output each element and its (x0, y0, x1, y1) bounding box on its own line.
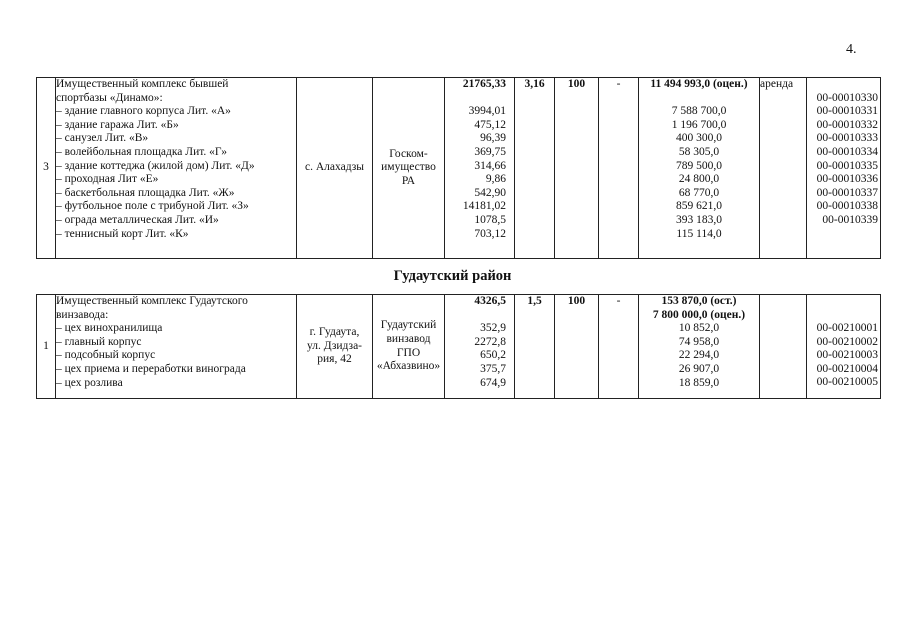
property-name-line: – здание коттеджа (жилой дом) Лит. «Д» (56, 159, 255, 172)
value-total: 11 494 993,0 (оцен.) (650, 78, 748, 90)
inventory-code: 00-00010337 (816, 186, 878, 199)
cost-value: 859 621,0 (676, 200, 722, 213)
value-total-estimated: 7 800 000,0 (оцен.) (652, 308, 746, 321)
property-name-line: – подсобный корпус (56, 349, 156, 362)
inventory-code: 00-00010332 (816, 118, 878, 131)
area-value: 1078,5 (474, 213, 506, 226)
property-name-line: – теннисный корт Лит. «К» (56, 227, 189, 240)
cost-value: 393 183,0 (676, 213, 722, 226)
property-codes (807, 295, 881, 399)
area-value (445, 92, 514, 106)
column-6-value: 100 (555, 295, 599, 399)
inventory-code: 00-00010335 (816, 159, 878, 172)
area-value: 369,75 (474, 145, 506, 158)
inventory-code: 00-00210001 (816, 322, 878, 334)
area-value: 14181,02 (462, 200, 506, 213)
area-value: 9,86 (485, 173, 506, 186)
property-table-gudauta (36, 294, 881, 399)
property-location: г. Гудаута, ул. Дзидза- рия, 42 (297, 295, 373, 399)
property-name-line: – цех розлива (56, 376, 123, 389)
cost-value: 115 114,0 (676, 227, 722, 240)
property-name-line: – здание гаража Лит. «Б» (56, 118, 179, 131)
cost-value: 24 800,0 (678, 173, 720, 186)
inventory-code (807, 78, 880, 92)
area-total: 4326,5 (474, 295, 506, 307)
property-names (56, 295, 297, 399)
inventory-code: 00-00010333 (816, 132, 878, 145)
cost-value: 74 958,0 (678, 335, 720, 348)
property-name-line: Имущественный комплекс Гудаутского (56, 295, 248, 307)
area-value: 674,9 (480, 376, 506, 389)
cost-value: 789 500,0 (676, 159, 722, 172)
inventory-code: 00-00010330 (816, 91, 878, 104)
cost-value: 10 852,0 (678, 322, 720, 335)
area-value: 542,90 (474, 186, 506, 199)
column-5-value: 1,5 (515, 295, 555, 399)
row-index: 1 (37, 295, 56, 399)
property-owner: Госком- имущество РА (373, 78, 445, 259)
property-status (760, 295, 807, 399)
inventory-code: 00-00210003 (816, 349, 878, 362)
property-values (639, 295, 760, 399)
column-7-value: - (599, 78, 639, 259)
property-codes (807, 78, 881, 259)
cost-value: 7 588 700,0 (671, 105, 727, 118)
property-values (639, 78, 760, 259)
property-areas (445, 295, 515, 399)
property-name-line: – проходная Лит «Е» (56, 173, 159, 186)
cost-value: 400 300,0 (676, 132, 722, 145)
inventory-code: 00-00210004 (816, 362, 878, 375)
property-name-line: – цех винохранилища (56, 322, 163, 335)
property-name-line: – баскетбольная площадка Лит. «Ж» (56, 186, 235, 199)
cost-value (639, 92, 759, 106)
inventory-code: 00-00010336 (816, 173, 878, 186)
page-number: 4. (846, 42, 857, 57)
row-index: 3 (37, 78, 56, 259)
inventory-code: 00-0010339 (822, 213, 878, 226)
area-value: 375,7 (480, 362, 506, 375)
property-name-line: – цех приема и переработки винограда (56, 362, 246, 375)
area-value: 703,12 (474, 227, 506, 240)
cost-value: 58 305,0 (678, 145, 720, 158)
area-value: 650,2 (480, 349, 506, 362)
inventory-code: 00-00210002 (816, 335, 878, 348)
property-owner: Гудаутский винзавод ГПО «Абхазвино» (373, 295, 445, 399)
cost-value: 22 294,0 (678, 349, 720, 362)
property-name-line: спортбазы «Динамо»: (56, 91, 163, 104)
area-value: 314,66 (474, 159, 506, 172)
area-value (445, 309, 514, 323)
area-value: 2272,8 (474, 335, 506, 348)
column-7-value: - (599, 295, 639, 399)
value-total-residual: 153 870,0 (ост.) (661, 295, 737, 307)
column-6-value: 100 (555, 78, 599, 259)
inventory-code: 00-00210005 (816, 376, 878, 389)
area-value: 475,12 (474, 118, 506, 131)
cost-value: 1 196 700,0 (671, 118, 727, 131)
inventory-code: 00-00010334 (816, 145, 878, 158)
area-value: 96,39 (480, 132, 506, 145)
status-text: аренда (760, 78, 794, 90)
column-5-value: 3,16 (515, 78, 555, 259)
property-names (56, 78, 297, 259)
property-table-dinamo (36, 77, 881, 259)
area-value: 352,9 (480, 322, 506, 335)
property-name-line: – главный корпус (56, 335, 142, 348)
property-name-line: – футбольное поле с трибуной Лит. «З» (56, 200, 249, 213)
district-title: Гудаутский район (393, 268, 512, 284)
property-status (760, 78, 807, 259)
property-name-line: винзавода: (56, 308, 109, 321)
property-areas (445, 78, 515, 259)
inventory-code: 00-00010331 (816, 105, 878, 118)
property-name-line: – здание главного корпуса Лит. «А» (56, 105, 231, 118)
property-name-line: – волейбольная площадка Лит. «Г» (56, 145, 228, 158)
property-name-line: – санузел Лит. «В» (56, 132, 149, 145)
cost-value: 18 859,0 (678, 376, 720, 389)
cost-value: 68 770,0 (678, 186, 720, 199)
area-value: 3994,01 (468, 105, 506, 118)
property-location: с. Алахадзы (297, 78, 373, 259)
area-total: 21765,33 (462, 78, 506, 90)
property-name-line: Имущественный комплекс бывшей (56, 78, 229, 90)
cost-value: 26 907,0 (678, 362, 720, 375)
inventory-code: 00-00010338 (816, 200, 878, 213)
property-name-line: – ограда металлическая Лит. «И» (56, 213, 219, 226)
